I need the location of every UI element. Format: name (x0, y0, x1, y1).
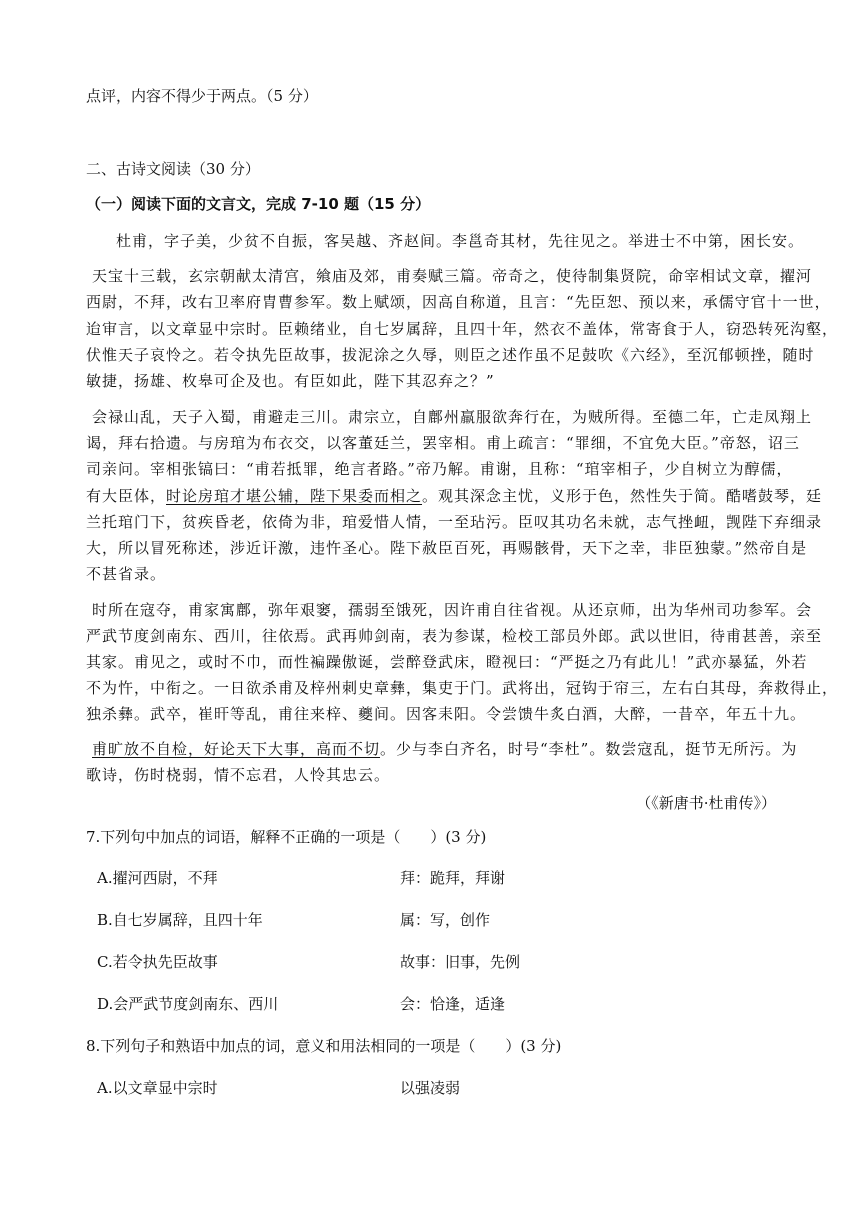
question-8-stem: 8.下列句子和熟语中加点的词，意义和用法相同的一项是（ ）(3 分) (86, 1037, 562, 1055)
passage-line: 伏惟天子哀怜之。若令执先臣故事，拔泥涂之久辱，则臣之述作虽不足鼓吹《六经》，至沉郁顿挫，随时 (86, 346, 815, 364)
passage-line: 不为忤，中衔之。一日欲杀甫及梓州刺史章彝，集吏于门。武将出，冠钩于帘三，左右白其母，奔救得止， (86, 679, 839, 697)
citation: （《新唐书·杜甫传》） (636, 794, 776, 812)
passage-line: 严武节度剑南东、西川，往依焉。武再帅剑南，表为参谋，检校工部员外郎。武以世旧，待甫甚善，亲至 (86, 627, 823, 645)
passage-line: 大，所以冒死称述，涉近讦激，违忤圣心。陛下赦臣百死，再赐骸骨，天下之幸，非臣独蒙。”然帝自是 (86, 539, 808, 557)
q7-option-d: D.会严武节度剑南东、西川 (97, 995, 279, 1013)
underlined-sentence: 甫旷放不自检，好论天下大事，高而不切 (92, 740, 381, 758)
passage-text: 有大臣体， (86, 487, 167, 505)
q7-option-c-explanation: 故事：旧事，先例 (400, 953, 521, 971)
sub-title: （一）阅读下面的文言文，完成 7-10 题（15 分） (86, 195, 431, 213)
passage-line: 敏捷，扬雄、枚皋可企及也。有臣如此，陛下其忍弃之？” (86, 372, 495, 390)
q8-option-a: A.以文章显中宗时 (97, 1079, 218, 1097)
passage-line (86, 485, 823, 507)
passage-line: 迨审言，以文章显中宗时。臣赖绪业，自七岁属辞，且四十年，然衣不盖体，常寄食于人，窃恐转死沟壑， (86, 320, 839, 338)
q7-option-b: B.自七岁属辞，且四十年 (97, 911, 263, 929)
passage-line: 不甚省录。 (86, 565, 167, 583)
passage-text: 。观其深念主忧，义形于色，然性失于简。酷嗜鼓琴，廷 (422, 487, 823, 505)
passage-line (92, 738, 798, 760)
q7-option-b-explanation: 属：写，创作 (400, 911, 491, 929)
passage-text: 。少与李白齐名，时号“李杜”。数尝寇乱，挺节无所污。为 (380, 740, 798, 758)
passage-line: 会禄山乱，天子入蜀，甫避走三川。肃宗立，自鄜州羸服欲奔行在，为贼所得。至德二年，亡走凤翔上 (92, 408, 813, 426)
passage-line: 时所在寇夺，甫家寓鄜，弥年艰窭，孺弱至饿死，因许甫自往省视。从还京师，出为华州司功参军。会 (92, 601, 813, 619)
section-title: 二、古诗文阅读（30 分） (86, 160, 260, 178)
passage-line: 杜甫，字子美，少贫不自振，客吴越、齐赵间。李邕奇其材，先往见之。举进士不中第，困长安。 (116, 232, 805, 250)
passage-line: 司亲问。宰相张镐曰：“甫若抵罪，绝言者路。”帝乃解。甫谢，且称：“琯宰相子，少自树立为醇儒， (86, 460, 793, 478)
question-7-stem: 7.下列句中加点的词语，解释不正确的一项是（ ）(3 分) (86, 828, 487, 846)
q7-option-c: C.若令执先臣故事 (97, 953, 218, 971)
passage-line: 兰托琯门下，贫疾昏老，依倚为非，琯爱惜人情，一至玷污。臣叹其功名未就，志气挫衄，觊陛下弃细录 (86, 513, 823, 531)
q7-option-d-explanation: 会：恰逢，适逢 (400, 995, 506, 1013)
passage-line: 歌诗，伤时桡弱，情不忘君，人怜其忠云。 (86, 766, 391, 784)
top-line: 点评，内容不得少于两点。（5 分） (86, 87, 318, 105)
passage-line: 天宝十三载，玄宗朝献太清宫，飨庙及郊，甫奏赋三篇。帝奇之，使待制集贤院，命宰相试文章，擢河 (92, 267, 813, 285)
passage-line: 独杀彝。武卒，崔旰等乱，甫往来梓、夔间。因客耒阳。令尝馈牛炙白酒，大醉，一昔卒，年五十九。 (86, 705, 807, 723)
passage-line: 谒，拜右拾遗。与房琯为布衣交，以客董廷兰，罢宰相。甫上疏言：“罪细，不宜免大臣。”帝怒，诏三 (86, 434, 800, 452)
passage-line: 其家。甫见之，或时不巾，而性褊躁傲诞，尝醉登武床，瞪视曰：“严挺之乃有此儿！”武亦暴猛，外若 (86, 653, 808, 671)
underlined-sentence: 时论房琯才堪公辅，陛下果委而相之 (166, 487, 423, 505)
passage-line: 西尉，不拜，改右卫率府胄曹参军。数上赋颂，因高自称道，且言：“先臣恕、预以来，承儒守官十一世， (86, 293, 831, 311)
q7-option-a-explanation: 拜：跪拜，拜谢 (400, 869, 506, 887)
q8-option-a-comparison: 以强凌弱 (400, 1079, 461, 1097)
q7-option-a: A.擢河西尉，不拜 (97, 869, 218, 887)
